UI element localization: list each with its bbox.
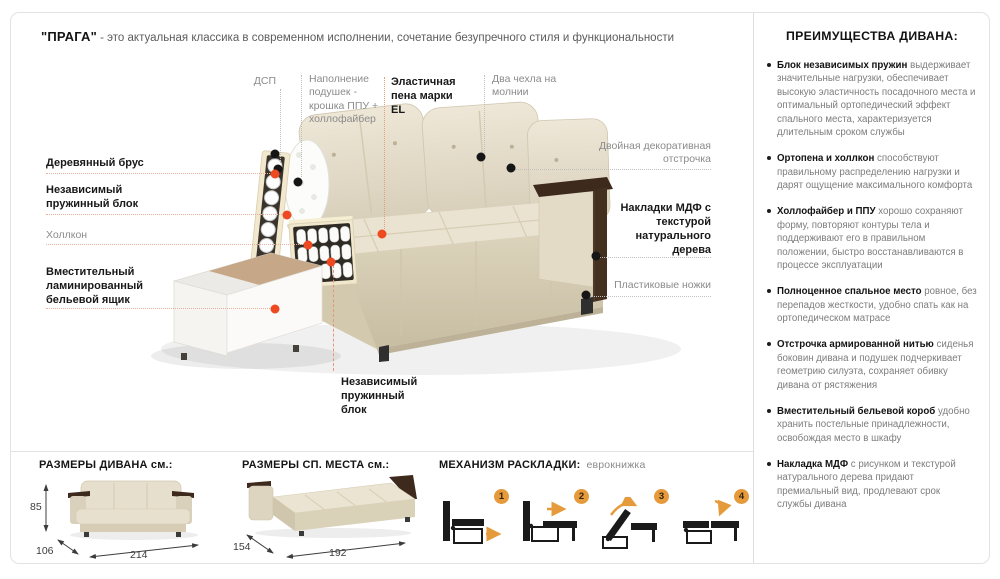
callout-mdf-trim: Накладки МДФ с текстурой натурального дерева bbox=[620, 202, 711, 257]
advantage-item: Накладка МДФ с рисунком и текстурой натурального дерева придают премиальный вид, продлевают срок службы дивана bbox=[767, 458, 977, 512]
leader-line-elastic-foam bbox=[384, 77, 385, 229]
back-spring-column bbox=[251, 150, 291, 266]
sofa-dimensions-header: РАЗМЕРЫ ДИВАНА см.: bbox=[39, 459, 173, 471]
mechanism-type: еврокнижка bbox=[586, 459, 646, 471]
callout-cushion-filling: Наполнение подушек - крошка ППУ + холлофайбер bbox=[309, 73, 379, 126]
bullet-dot bbox=[767, 209, 771, 213]
plastic-foot-right bbox=[581, 297, 593, 315]
callout-spring-block-bottom: Независимый пружинный блок bbox=[341, 376, 418, 417]
advantage-item: Холлофайбер и ППУ хорошо сохраняют форму, повторяют контуры тела и поддерживают его в правильном положении, быстро восстанавливаются в процессе эксплуатации bbox=[767, 205, 977, 272]
mechanism-step-1-icon bbox=[439, 497, 507, 553]
bullet-dot bbox=[767, 289, 771, 293]
sofa-height-value: 85 bbox=[30, 501, 42, 513]
frame-clip bbox=[271, 150, 280, 159]
callout-marker-spring-block-bottom bbox=[327, 258, 336, 267]
callout-marker-filling bbox=[294, 178, 303, 187]
leader-line-double-stitching bbox=[515, 169, 711, 170]
advantage-item: Вместительный бельевой короб удобно хранить постельные принадлежности, освобождая место в шкафу bbox=[767, 405, 977, 445]
bottom-divider bbox=[11, 451, 753, 452]
mechanism-step-1 bbox=[439, 489, 511, 555]
advantages-sidebar bbox=[753, 13, 991, 563]
mechanism-panel bbox=[426, 453, 753, 565]
sofa-dimensions-panel bbox=[26, 453, 238, 565]
bullet-dot bbox=[767, 342, 771, 346]
callout-marker-mdf-trim bbox=[592, 252, 601, 261]
mechanism-step-4 bbox=[679, 489, 751, 555]
bed-dimensions-header: РАЗМЕРЫ СП. МЕСТА см.: bbox=[242, 459, 390, 471]
advantage-item: Полноценное спальное место ровное, без перепадов жесткости, удобно спать как на ортопедическом матрасе bbox=[767, 285, 977, 325]
callout-marker-two-covers bbox=[477, 153, 486, 162]
bullet-dot bbox=[767, 156, 771, 160]
callout-marker-hollcon bbox=[304, 241, 313, 250]
step-number-badge: 2 bbox=[574, 489, 589, 504]
callout-dsp: ДСП bbox=[253, 75, 276, 87]
callout-double-stitching: Двойная декоративная отстрочка bbox=[598, 140, 711, 166]
product-name: "ПРАГА" bbox=[41, 29, 97, 44]
callout-elastic-foam: Эластичная пена марки EL bbox=[391, 76, 456, 117]
mechanism-step-4-icon bbox=[679, 497, 747, 553]
callout-marker-storage-box bbox=[271, 305, 280, 314]
page-title bbox=[41, 29, 741, 44]
depth-dimension-arrow bbox=[58, 540, 78, 554]
mechanism-step-2 bbox=[519, 489, 591, 555]
callout-storage-box: Вместительный ламинированный бельевой ящик bbox=[46, 266, 144, 307]
callout-marker-plastic-feet bbox=[582, 291, 591, 300]
foam-filling bbox=[285, 140, 329, 228]
bed-depth-value: 154 bbox=[233, 541, 251, 553]
leader-line-dsp bbox=[280, 89, 281, 163]
callout-spring-block-left: Независимый пружинный блок bbox=[46, 184, 139, 211]
mechanism-step-2-icon bbox=[519, 497, 587, 553]
bed-dimensions-panel bbox=[229, 453, 431, 565]
callout-marker-elastic-foam bbox=[378, 230, 387, 239]
sofa-depth-value: 106 bbox=[36, 545, 54, 557]
callout-marker-wooden-beam bbox=[271, 170, 280, 179]
leader-line-mdf-trim bbox=[600, 257, 711, 258]
leader-line-two-covers bbox=[484, 75, 485, 153]
sofa-width-value: 214 bbox=[130, 549, 148, 561]
bullet-dot bbox=[767, 462, 771, 466]
advantages-list bbox=[767, 59, 977, 512]
callout-plastic-feet: Пластиковые ножки bbox=[614, 279, 711, 291]
product-infographic-card bbox=[10, 12, 990, 564]
leader-line-storage-box bbox=[46, 308, 272, 309]
bullet-dot bbox=[767, 409, 771, 413]
advantage-item: Отстрочка армированной нитью сиденья боковин дивана и подушек подчеркивает геометрию силуэта, сохраняет обивку дивана от рястяжения bbox=[767, 338, 977, 392]
leader-line-spring-block-left bbox=[46, 214, 284, 215]
leader-line-spring-block-bottom bbox=[333, 265, 334, 371]
advantage-item: Ортопена и холлкон способствуют правильному распределению нагрузки и дарят ощущение максимального комфорта bbox=[767, 152, 977, 192]
leader-line-wooden-beam bbox=[46, 173, 272, 174]
mechanism-header: МЕХАНИЗМ РАСКЛАДКИ: bbox=[439, 459, 581, 471]
step-number-badge: 4 bbox=[734, 489, 749, 504]
mechanism-step-3 bbox=[599, 489, 671, 555]
product-tagline: - это актуальная классика в современном исполнении, сочетание безупречного стиля и функциональности bbox=[100, 32, 675, 44]
callout-wooden-beam: Деревянный брус bbox=[46, 157, 144, 169]
step-number-badge: 3 bbox=[654, 489, 669, 504]
callout-marker-spring-block-left bbox=[283, 211, 292, 220]
bed-width-value: 192 bbox=[329, 547, 347, 559]
callout-marker-double-stitching bbox=[507, 164, 516, 173]
leader-line-hollcon bbox=[46, 244, 305, 245]
step-number-badge: 1 bbox=[494, 489, 509, 504]
callout-two-covers: Два чехла на молнии bbox=[492, 73, 557, 99]
bullet-dot bbox=[767, 63, 771, 67]
advantages-header: ПРЕИМУЩЕСТВА ДИВАНА: bbox=[786, 29, 958, 43]
leader-line-filling bbox=[301, 75, 302, 177]
callout-hollcon: Холлкон bbox=[46, 229, 88, 241]
plastic-foot-front bbox=[379, 345, 389, 362]
leader-line-plastic-feet bbox=[590, 296, 711, 297]
mechanism-step-3-icon bbox=[599, 497, 667, 553]
advantage-item: Блок независимых пружин выдерживает значительные нагрузки, обеспечивает высокую эластичность посадочного места и оптимальный ортопедический эффект спального места, характеризуется длительным сроком службы bbox=[767, 59, 977, 139]
